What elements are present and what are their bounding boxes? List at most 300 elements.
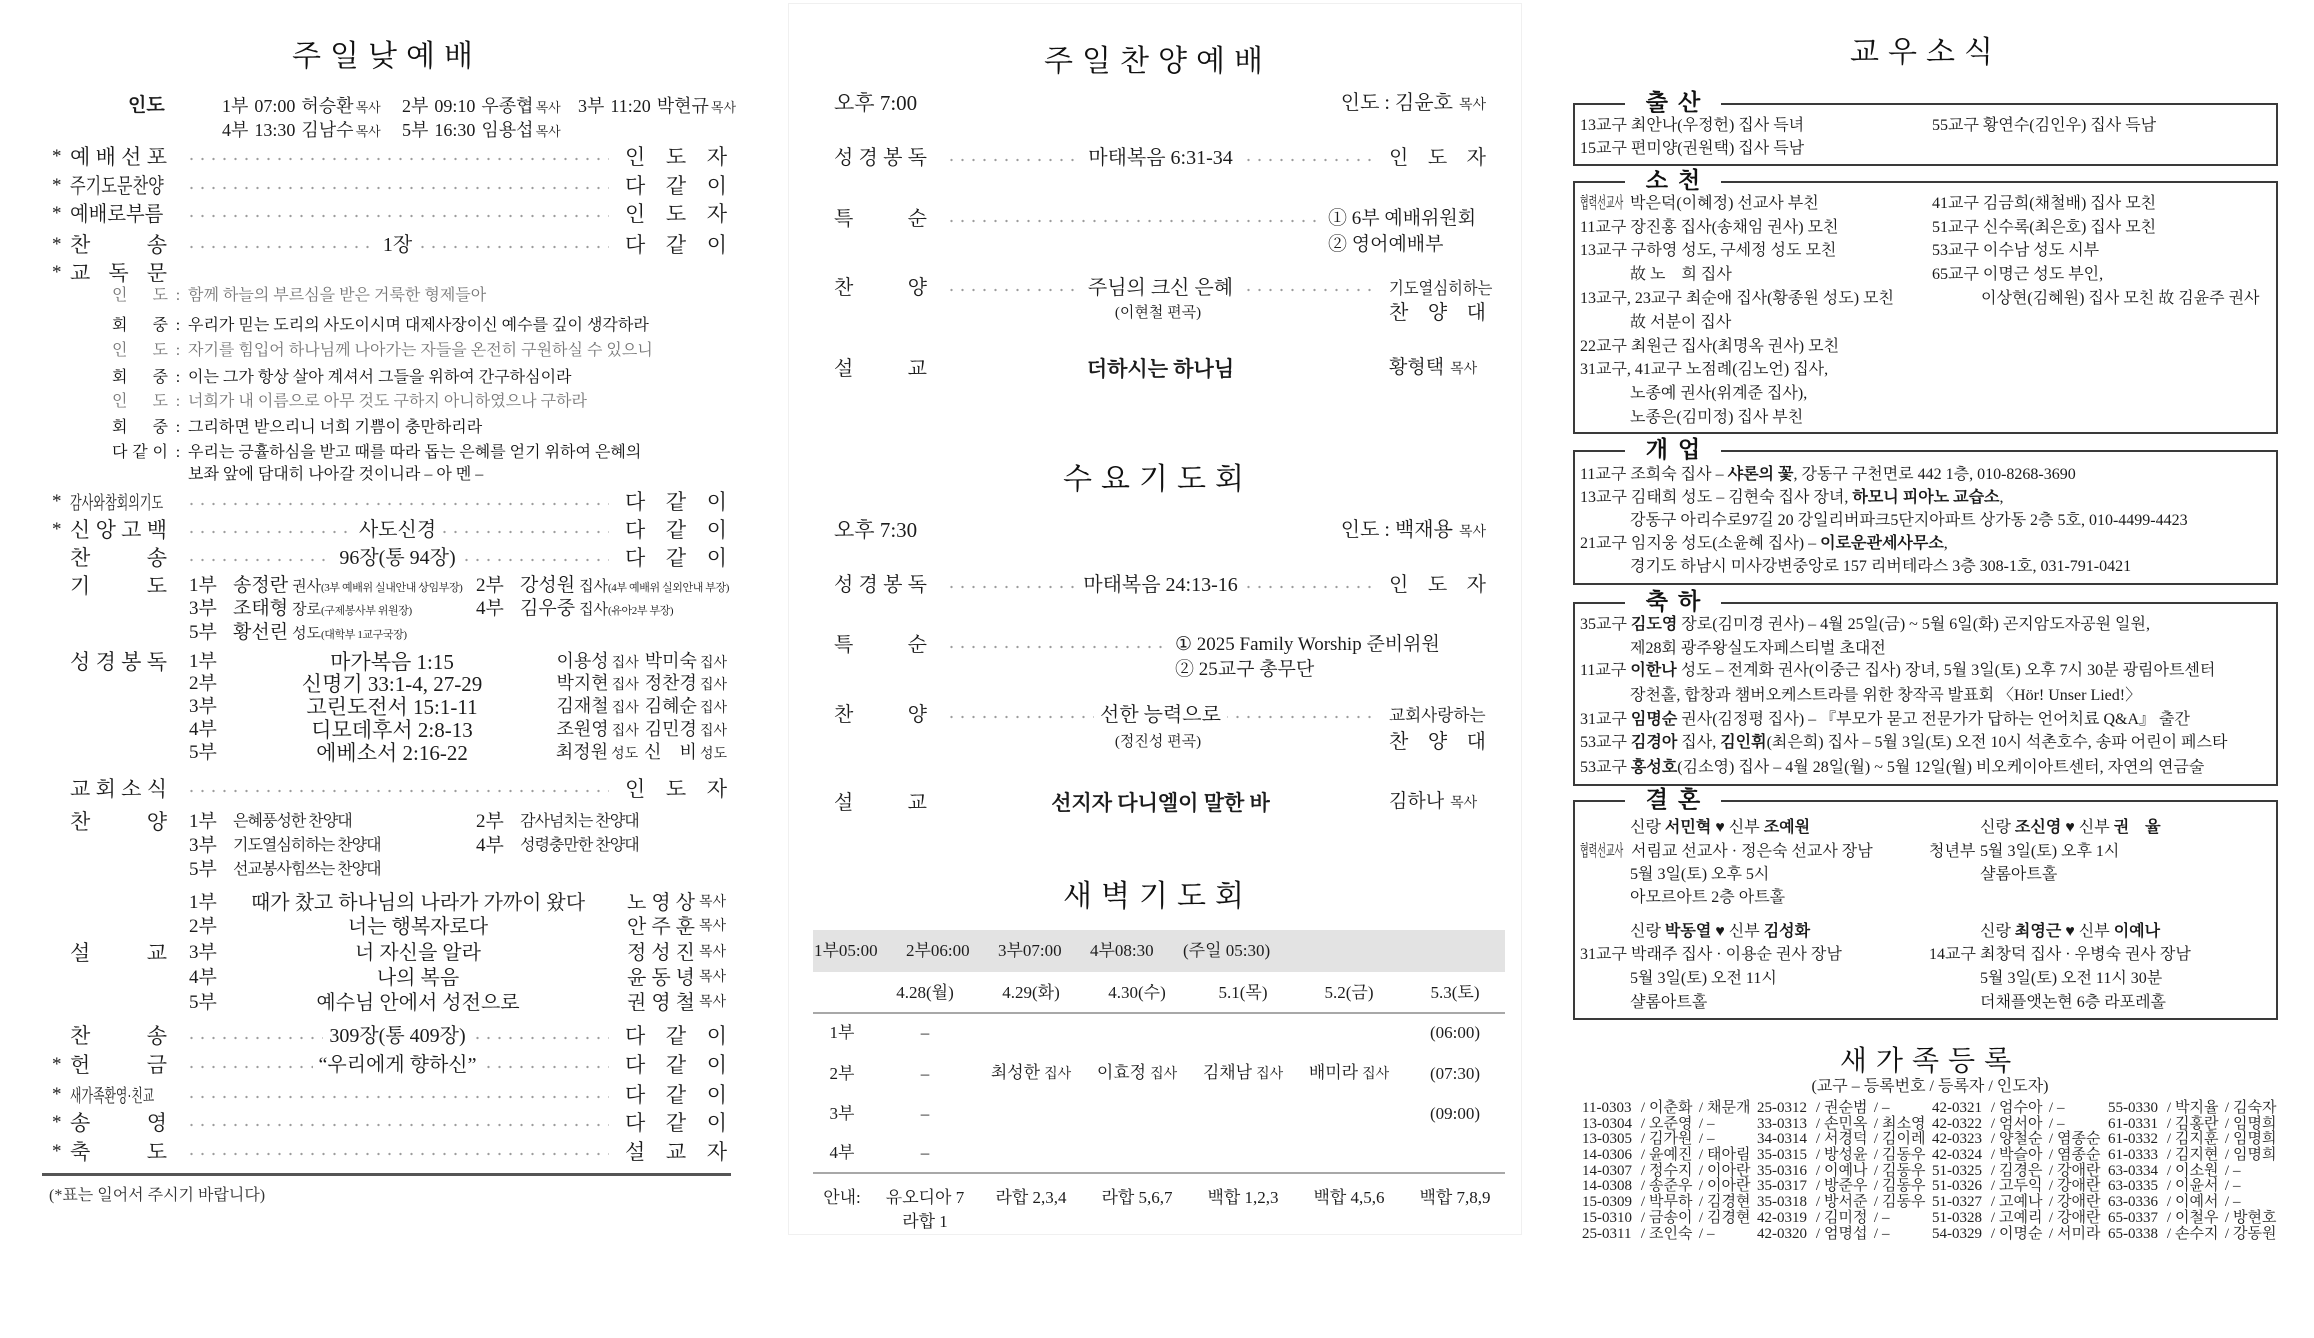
- guide-cell: 유오디아 7: [885, 1188, 965, 1207]
- groom-label: 신랑: [1630, 819, 1661, 836]
- dot-leader: [186, 143, 609, 171]
- service-leader: [1186, 517, 1486, 546]
- dot-leader: [946, 144, 1375, 172]
- text: 53교구: [1580, 759, 1631, 776]
- order-performer: 다 같 이: [625, 546, 727, 570]
- registrant: / 송준우: [1637, 1177, 1695, 1195]
- cell-name: 최성한: [990, 1063, 1041, 1082]
- schedule-time: 3부07:00: [998, 941, 1062, 960]
- row-label: 1부: [829, 1023, 855, 1042]
- table-cell: [872, 1021, 978, 1045]
- praise-title: 주님의 크신 은혜: [1082, 274, 1239, 302]
- order-label-box: [70, 200, 167, 228]
- reading-line: [112, 416, 482, 440]
- reader-name: 김민경: [644, 718, 697, 739]
- guide-person: / –: [2045, 1115, 2103, 1133]
- reading-text: 우리가 믿는 도리의 사도이시며 대제사장이신 예수를 깊이 생각하라: [188, 317, 649, 334]
- condolence-item: 노종은(김미정) 집사 부친: [1630, 409, 1804, 426]
- guide-person: / –: [2045, 1099, 2103, 1117]
- prayer-item: [476, 574, 729, 598]
- member-name: 이한나: [1630, 662, 1677, 679]
- service-part: 2부: [402, 96, 429, 116]
- prayer-role: 장로: [292, 602, 322, 618]
- cell-name: –: [920, 1064, 930, 1083]
- bride-name: 이예나: [2113, 923, 2161, 940]
- celebration-item: [1580, 661, 2215, 681]
- reading-text: 자기를 힘입어 하나님께 나아가는 자들을 온전히 구원하실 수 있으니: [188, 342, 653, 359]
- standing-mark: *: [52, 262, 62, 283]
- guide-person: / 최소영: [1870, 1115, 1928, 1133]
- registration-number: 42-0324: [1932, 1147, 1982, 1163]
- sermon-label: 설 교: [70, 941, 167, 965]
- middle-panel: [788, 3, 1522, 1235]
- service-leader: 박현규: [656, 96, 709, 116]
- wedding-couple: [1630, 818, 1810, 838]
- registrant: / 박무하: [1637, 1193, 1695, 1211]
- registration-number: 65-0338: [2108, 1226, 2158, 1242]
- special-item: ① 2025 Family Worship 준비위원: [1175, 634, 1440, 655]
- guide-person: / 김숙자: [2221, 1099, 2279, 1117]
- condolence-item: 53교구 이수남 성도 시부: [1932, 242, 2100, 259]
- cell-name: (07:30): [1429, 1064, 1481, 1083]
- cell-role: 집사: [1150, 1067, 1178, 1082]
- sermon-title: 더하시는 하나님: [1086, 357, 1235, 381]
- text: 성도 – 전계화 권사(이중근 집사) 장녀, 5월 3일(토) 오후 7시 30분 광림아트센터: [1676, 662, 2216, 679]
- registrant: / 엄수아: [1987, 1099, 2045, 1117]
- guide-person: / –: [1695, 1130, 1753, 1148]
- order-performer: 인 도 자: [625, 777, 727, 801]
- preacher-role: 목사: [699, 970, 727, 985]
- text: 제28회 광주왕실도자페스티벌 초대전: [1630, 640, 1886, 657]
- standing-mark: *: [52, 491, 62, 512]
- table-cell: [872, 1062, 978, 1086]
- registrant: / 이윤서: [2163, 1177, 2221, 1195]
- celebration-item: [1580, 615, 2150, 635]
- guide-person: / 이아란: [1695, 1177, 1753, 1195]
- registrant: / 고예리: [1987, 1209, 2045, 1227]
- order-row-hymn-1: [52, 231, 727, 259]
- dot-leader: [186, 775, 609, 803]
- table-cell: [1402, 1062, 1508, 1086]
- order-label: 새가족환영·친교: [70, 1085, 155, 1106]
- row-label: 설 교: [834, 358, 927, 380]
- bride-label: 신부: [2078, 819, 2110, 836]
- registration-number: 51-0325: [1932, 1163, 1982, 1179]
- opening-item: [1580, 465, 2076, 485]
- table-cell: [1190, 1061, 1296, 1087]
- celebration-item: [1580, 710, 2190, 730]
- cell-name: –: [920, 1104, 930, 1123]
- service-part: 5부: [189, 992, 217, 1013]
- condolence-item: 13교구, 23교구 최순애 집사(황종원 성도) 모친: [1580, 290, 1894, 307]
- choir-name: 성령충만한 찬양대: [520, 837, 639, 854]
- table-cell: [978, 1061, 1084, 1087]
- order-content: 96장(통 94장): [333, 544, 461, 572]
- order-row-worship-declaration: [52, 143, 727, 171]
- text: ,: [1999, 489, 2004, 506]
- order-performer: 다 같 이: [625, 1024, 727, 1048]
- row-label: 특 순: [834, 634, 927, 656]
- registrant: / 박지율: [2163, 1099, 2221, 1117]
- guide-person: / 김경현: [1695, 1193, 1753, 1211]
- guide-person: / 김동우: [1870, 1193, 1928, 1211]
- registration-number: 42-0319: [1757, 1210, 1807, 1226]
- choir-name: 감사넘치는 찬양대: [520, 813, 639, 830]
- order-performer: 인 도 자: [625, 145, 727, 169]
- cell-name: (06:00): [1429, 1023, 1481, 1042]
- reading-text: 우리는 긍휼하심을 받고 때를 따라 돕는 은혜를 얻기 위하여 은혜의: [188, 444, 642, 461]
- service-time-4: [222, 119, 381, 143]
- guide-person: / 강애란: [2045, 1162, 2103, 1180]
- reading-text: 그리하면 받으리니 너희 기쁨이 충만하리라: [188, 419, 483, 436]
- scripture-reference: 마태복음 24:13-16: [1077, 571, 1244, 599]
- birth-label: 출산: [1625, 90, 1721, 116]
- service-part: 4부: [222, 120, 249, 140]
- standing-mark: *: [52, 519, 62, 540]
- groom-label: 신랑: [1980, 819, 2011, 836]
- parents-text: 박래주 집사 · 이용순 권사 장남: [1631, 946, 1842, 963]
- wedding-date: 5월 3일(토) 오후 5시: [1630, 866, 1770, 883]
- preacher-name: 안 주 훈: [627, 916, 695, 938]
- celebration-label: 축하: [1625, 589, 1721, 615]
- sermon-row: [189, 891, 727, 915]
- text: , 강동구 구천면로 442 1층, 010-8268-3690: [1793, 466, 2076, 483]
- service-time: 09:10: [434, 96, 476, 116]
- registration-number: 13-0304: [1582, 1116, 1632, 1132]
- guide-person: / 김동우: [1870, 1162, 1928, 1180]
- registrant: / 이춘화: [1637, 1099, 1695, 1117]
- cell-name: 김채남: [1202, 1063, 1253, 1082]
- order-label: 주기도문찬양: [70, 174, 164, 198]
- prayer-item: [189, 621, 407, 645]
- service-leader: [1186, 90, 1486, 119]
- text: 11교구 조희숙 집사 –: [1580, 466, 1728, 483]
- registration-number: 63-0334: [2108, 1163, 2158, 1179]
- condolence-item: 노종예 권사(위계준 집사),: [1630, 385, 1808, 402]
- guide-person: / 임명희: [2221, 1146, 2279, 1164]
- service-part: 1부: [222, 96, 249, 116]
- choir-item: [189, 834, 381, 858]
- guide-label: 안내:: [823, 1188, 861, 1207]
- service-time: 11:20: [610, 96, 651, 116]
- registration-number: 35-0317: [1757, 1178, 1807, 1194]
- order-content: 사도신경: [353, 516, 442, 544]
- reading-separator: :: [175, 393, 181, 410]
- group-prefix-box: [1580, 842, 1631, 862]
- row-label: 특 순: [834, 208, 927, 230]
- scripture-row: [834, 571, 1486, 599]
- standing-mark: *: [52, 1141, 62, 1162]
- guide-person: / –: [1695, 1115, 1753, 1133]
- registrant: / 김지현: [2163, 1146, 2221, 1164]
- table-rule: [813, 1012, 1505, 1014]
- service-leader-role: 목사: [355, 100, 381, 115]
- guide-cell: 라합 2,3,4: [995, 1188, 1067, 1207]
- table-cell: [1402, 1102, 1508, 1126]
- standing-mark: *: [52, 1112, 62, 1133]
- condolence-text: 박은덕(이혜정) 선교사 부친: [1630, 195, 1819, 212]
- row-label: 성 경 봉 독: [834, 574, 927, 596]
- service-part: 1부: [189, 811, 217, 832]
- registrant: / 권순범: [1812, 1099, 1870, 1117]
- condolence-item: 11교구 장진홍 집사(송채임 권사) 모친: [1580, 219, 1839, 236]
- guide-person: / –: [2221, 1162, 2279, 1180]
- scripture-reference: 에베소서 2:16-22: [316, 741, 468, 765]
- opening-item: [1630, 511, 2188, 531]
- opening-item: [1630, 557, 2131, 577]
- order-label-box: [70, 172, 167, 200]
- preacher-role: 목사: [699, 995, 727, 1010]
- cell-name: (09:00): [1429, 1104, 1481, 1123]
- registrant: / 서경덕: [1812, 1130, 1870, 1148]
- service-part: 3부: [189, 835, 217, 856]
- condolence-item: 41교구 김금희(채철배) 집사 모친: [1932, 195, 2157, 212]
- sermon-row: [189, 991, 727, 1015]
- service-time: 오후 7:30: [834, 518, 918, 542]
- order-label: 송 영: [70, 1111, 167, 1135]
- member-name: 김인휘: [1720, 734, 1767, 751]
- reading-separator: :: [175, 287, 181, 304]
- schedule-time: 1부05:00: [814, 941, 878, 960]
- scripture-readers: [551, 740, 727, 767]
- registration-number: 11-0303: [1582, 1100, 1632, 1116]
- reader-name: 신 비: [644, 741, 697, 762]
- reading-text: 너희가 내 이름으로 아무 것도 구하지 아니하였으나 구하라: [188, 393, 587, 410]
- dot-leader: [946, 274, 1375, 302]
- guide-person: / 임명희: [2221, 1115, 2279, 1133]
- registrant: / 방서준: [1812, 1193, 1870, 1211]
- guide-cell: 백합 4,5,6: [1313, 1188, 1385, 1207]
- row-label: 2부: [829, 1064, 855, 1083]
- schedule-time: (주일 05:30): [1183, 941, 1271, 960]
- registration-number: 34-0314: [1757, 1131, 1807, 1147]
- preacher-role: 목사: [1450, 796, 1478, 811]
- opening-item: [1580, 488, 2004, 508]
- registration-number: 13-0305: [1582, 1131, 1632, 1147]
- registrant: / 조인숙: [1637, 1225, 1695, 1243]
- dot-leader: [946, 571, 1375, 599]
- day-header: 4.29(화): [1002, 983, 1060, 1002]
- service-part: 2부: [476, 575, 504, 596]
- reader-name: 최정원: [555, 741, 609, 762]
- new-family-legend: (교구 – 등록번호 / 등록자 / 인도자): [1811, 1078, 2049, 1095]
- dot-leader: [186, 1109, 609, 1137]
- wedding-venue: 샬롬아트홀: [1980, 866, 2058, 883]
- evening-praise-title: 주일찬양예배: [1044, 44, 1272, 79]
- registration-number: 42-0323: [1932, 1131, 1982, 1147]
- guide-person: / –: [1695, 1225, 1753, 1243]
- choir-item: [189, 858, 381, 882]
- text: 35교구: [1580, 616, 1631, 633]
- prayer-name: 황선린: [233, 622, 289, 643]
- sermon-title: 때가 찼고 하나님의 나라가 가까이 왔다: [250, 892, 586, 914]
- reading-speaker: 다 같 이: [112, 444, 168, 461]
- reader-role: 집사: [699, 677, 727, 693]
- member-name: 김경아: [1630, 734, 1678, 751]
- text: 강동구 아리수로97길 20 강일리버파크5단지아파트 상가동 2층 5호, 010-4499-4423: [1630, 512, 2188, 529]
- prayer-role: 집사: [579, 602, 609, 618]
- service-leader: 허승환: [301, 96, 354, 116]
- prayer-note: (4부 예배위 실외안내 부장): [608, 582, 729, 594]
- groom-label: 신랑: [1630, 923, 1661, 940]
- service-leader: 김남수: [301, 120, 354, 140]
- guide-person: / –: [2221, 1177, 2279, 1195]
- prayer-role: 성도: [292, 626, 322, 642]
- table-cell: [872, 1141, 978, 1165]
- table-row: [812, 1102, 1508, 1126]
- reading-line: [112, 441, 641, 465]
- dot-leader: [946, 701, 1375, 729]
- leader-name: 인도 : 김윤호: [1340, 92, 1453, 114]
- reader-role: 집사: [611, 655, 639, 671]
- new-family-entry: [1582, 1225, 1753, 1243]
- registration-number: 51-0327: [1932, 1194, 1982, 1210]
- heart-icon: ♥: [1715, 819, 1725, 836]
- registration-number: 35-0318: [1757, 1194, 1807, 1210]
- dot-leader: [186, 172, 609, 200]
- group-prefix: 청년부: [1929, 843, 1976, 860]
- scripture-reference: 마가복음 1:15: [330, 650, 454, 674]
- day-header-row: [812, 981, 1508, 1005]
- guide-person: / –: [1870, 1225, 1928, 1243]
- scripture-reference: 디모데후서 2:8-13: [311, 718, 473, 742]
- preacher-role: 목사: [699, 895, 727, 910]
- service-time-1: [222, 95, 381, 119]
- bride-name: 조예원: [1763, 819, 1811, 836]
- wedding-parents: [1580, 842, 1873, 862]
- standing-mark: *: [52, 175, 62, 196]
- table-row: [812, 1061, 1508, 1085]
- sermon-row: [834, 789, 1486, 817]
- sermon-title: 너 자신을 알라: [355, 942, 481, 964]
- choir-item: [476, 810, 639, 834]
- schedule-time: 2부06:00: [906, 941, 970, 960]
- reader-role: 집사: [699, 700, 727, 716]
- arranger: (정진성 편곡): [1114, 734, 1202, 750]
- condolence-item: 이상현(김혜원) 집사 모친 故 김윤주 권사: [1981, 290, 2260, 307]
- choir-name-line2: 찬 양 대: [1389, 731, 1486, 753]
- groom-label: 신랑: [1980, 923, 2011, 940]
- text: 경기도 하남시 미사강변중앙로 157 리버테라스 3층 308-1호, 031-791-0421: [1630, 558, 2132, 575]
- guide-person: / 강애란: [2045, 1177, 2103, 1195]
- reading-text: 이는 그가 항상 살아 계셔서 그들을 위하여 간구하심이라: [188, 369, 572, 386]
- registrant: / 오준영: [1637, 1115, 1695, 1133]
- condolence-item: 51교구 신수록(최은호) 집사 모친: [1932, 219, 2157, 236]
- bride-label: 신부: [1728, 819, 1760, 836]
- service-part: 1부: [189, 892, 217, 913]
- order-performer: 다 같 이: [625, 1053, 727, 1077]
- guide-person: / 강애란: [2045, 1193, 2103, 1211]
- new-family-title: 새가족등록: [1839, 1044, 2021, 1077]
- order-row-welcome: [52, 1081, 727, 1109]
- reader-name: 조원영: [556, 718, 609, 739]
- sermon-row: [189, 915, 727, 939]
- business-name: 샤론의 꽃: [1727, 466, 1794, 483]
- service-part: 4부: [476, 835, 504, 856]
- guide-person: / 김경현: [1695, 1209, 1753, 1227]
- guide-person: / 김동우: [1870, 1146, 1928, 1164]
- registrant: / 엄명섭: [1812, 1225, 1870, 1243]
- reader-name: 이용성: [556, 650, 609, 671]
- reading-speaker: 인 도: [112, 287, 168, 304]
- preacher-name: 김하나: [1389, 791, 1445, 812]
- service-time: 13:30: [254, 120, 296, 140]
- wedding-venue: 더채플앳논현 6층 라포레홀: [1980, 994, 2167, 1011]
- wedding-date: 5월 3일(토) 오전 11시: [1630, 970, 1777, 987]
- registrant: / 김가원: [1637, 1130, 1695, 1148]
- choir-item: [189, 810, 352, 834]
- new-family-entry: [2108, 1225, 2279, 1243]
- scripture-row: [189, 695, 727, 719]
- registrant: / 김미정: [1812, 1209, 1870, 1227]
- birth-item: 15교구 편미양(권원택) 집사 득남: [1580, 140, 1805, 157]
- table-cell: [1402, 1021, 1508, 1045]
- order-label: 축 도: [70, 1140, 167, 1164]
- scripture-reference: 신명기 33:1-4, 27-29: [301, 672, 483, 696]
- scripture-row: [834, 144, 1486, 172]
- opening-label: 개업: [1625, 437, 1721, 463]
- sermon-title: 예수님 안에서 성전으로: [316, 992, 520, 1014]
- dot-leader: [946, 205, 1318, 233]
- schedule-time: 4부08:30: [1090, 941, 1154, 960]
- service-leader-role: 목사: [355, 124, 381, 139]
- text: ,: [1943, 535, 1948, 552]
- wedding-couple: [1980, 922, 2160, 942]
- registration-number: 14-0307: [1582, 1163, 1632, 1179]
- table-rule: [813, 1172, 1505, 1174]
- text: 53교구: [1580, 734, 1631, 751]
- registration-number: 25-0311: [1582, 1226, 1632, 1242]
- celebration-item: [1580, 758, 2204, 778]
- order-label: 감사와참회의기도: [70, 492, 164, 513]
- order-performer: 인 도 자: [625, 202, 727, 226]
- service-part: 5부: [189, 622, 217, 643]
- standing-mark: *: [52, 1054, 62, 1075]
- prayer-item: [476, 597, 673, 621]
- registration-number: 25-0312: [1757, 1100, 1807, 1116]
- guide-person: / 염종순: [2045, 1146, 2103, 1164]
- order-label: 예배로부름: [70, 202, 164, 226]
- registrant: / 이예서: [2163, 1193, 2221, 1211]
- guide-person: / 염종순: [2045, 1130, 2103, 1148]
- choir-box: [1389, 701, 1486, 730]
- sermon-row: [834, 355, 1486, 383]
- reader-role: 집사: [699, 723, 727, 739]
- order-label: 예 배 선 포: [70, 145, 167, 169]
- cell-role: 집사: [1044, 1067, 1072, 1082]
- registrant: / 손민옥: [1812, 1115, 1870, 1133]
- text: 장로(김미경 권사) – 4월 25일(금) ~ 5월 6일(화) 곤지암도자공원 일원,: [1677, 616, 2150, 633]
- table-cell: [1084, 1061, 1190, 1087]
- registration-number: 54-0329: [1932, 1226, 1982, 1242]
- scripture-reference: 마태복음 6:31-34: [1082, 144, 1239, 172]
- order-label: 교 회 소 식: [70, 777, 167, 801]
- order-row-responsive-reading: [52, 259, 727, 287]
- group-prefix: 협력선교사: [1580, 195, 1624, 212]
- table-cell: [1296, 1061, 1402, 1087]
- preacher-name: 황형택: [1389, 357, 1445, 378]
- reading-separator: :: [175, 444, 181, 461]
- service-part: 2부: [189, 673, 217, 694]
- cell-name: 배미라: [1308, 1063, 1359, 1082]
- reader-role: 집사: [611, 700, 639, 716]
- registrant: / 방성윤: [1812, 1146, 1870, 1164]
- celebration-item: [1630, 639, 1886, 659]
- registration-number: 61-0332: [2108, 1131, 2158, 1147]
- text: 31교구: [1580, 711, 1631, 728]
- wedding-couple: [1630, 922, 1810, 942]
- bride-label: 신부: [1728, 923, 1760, 940]
